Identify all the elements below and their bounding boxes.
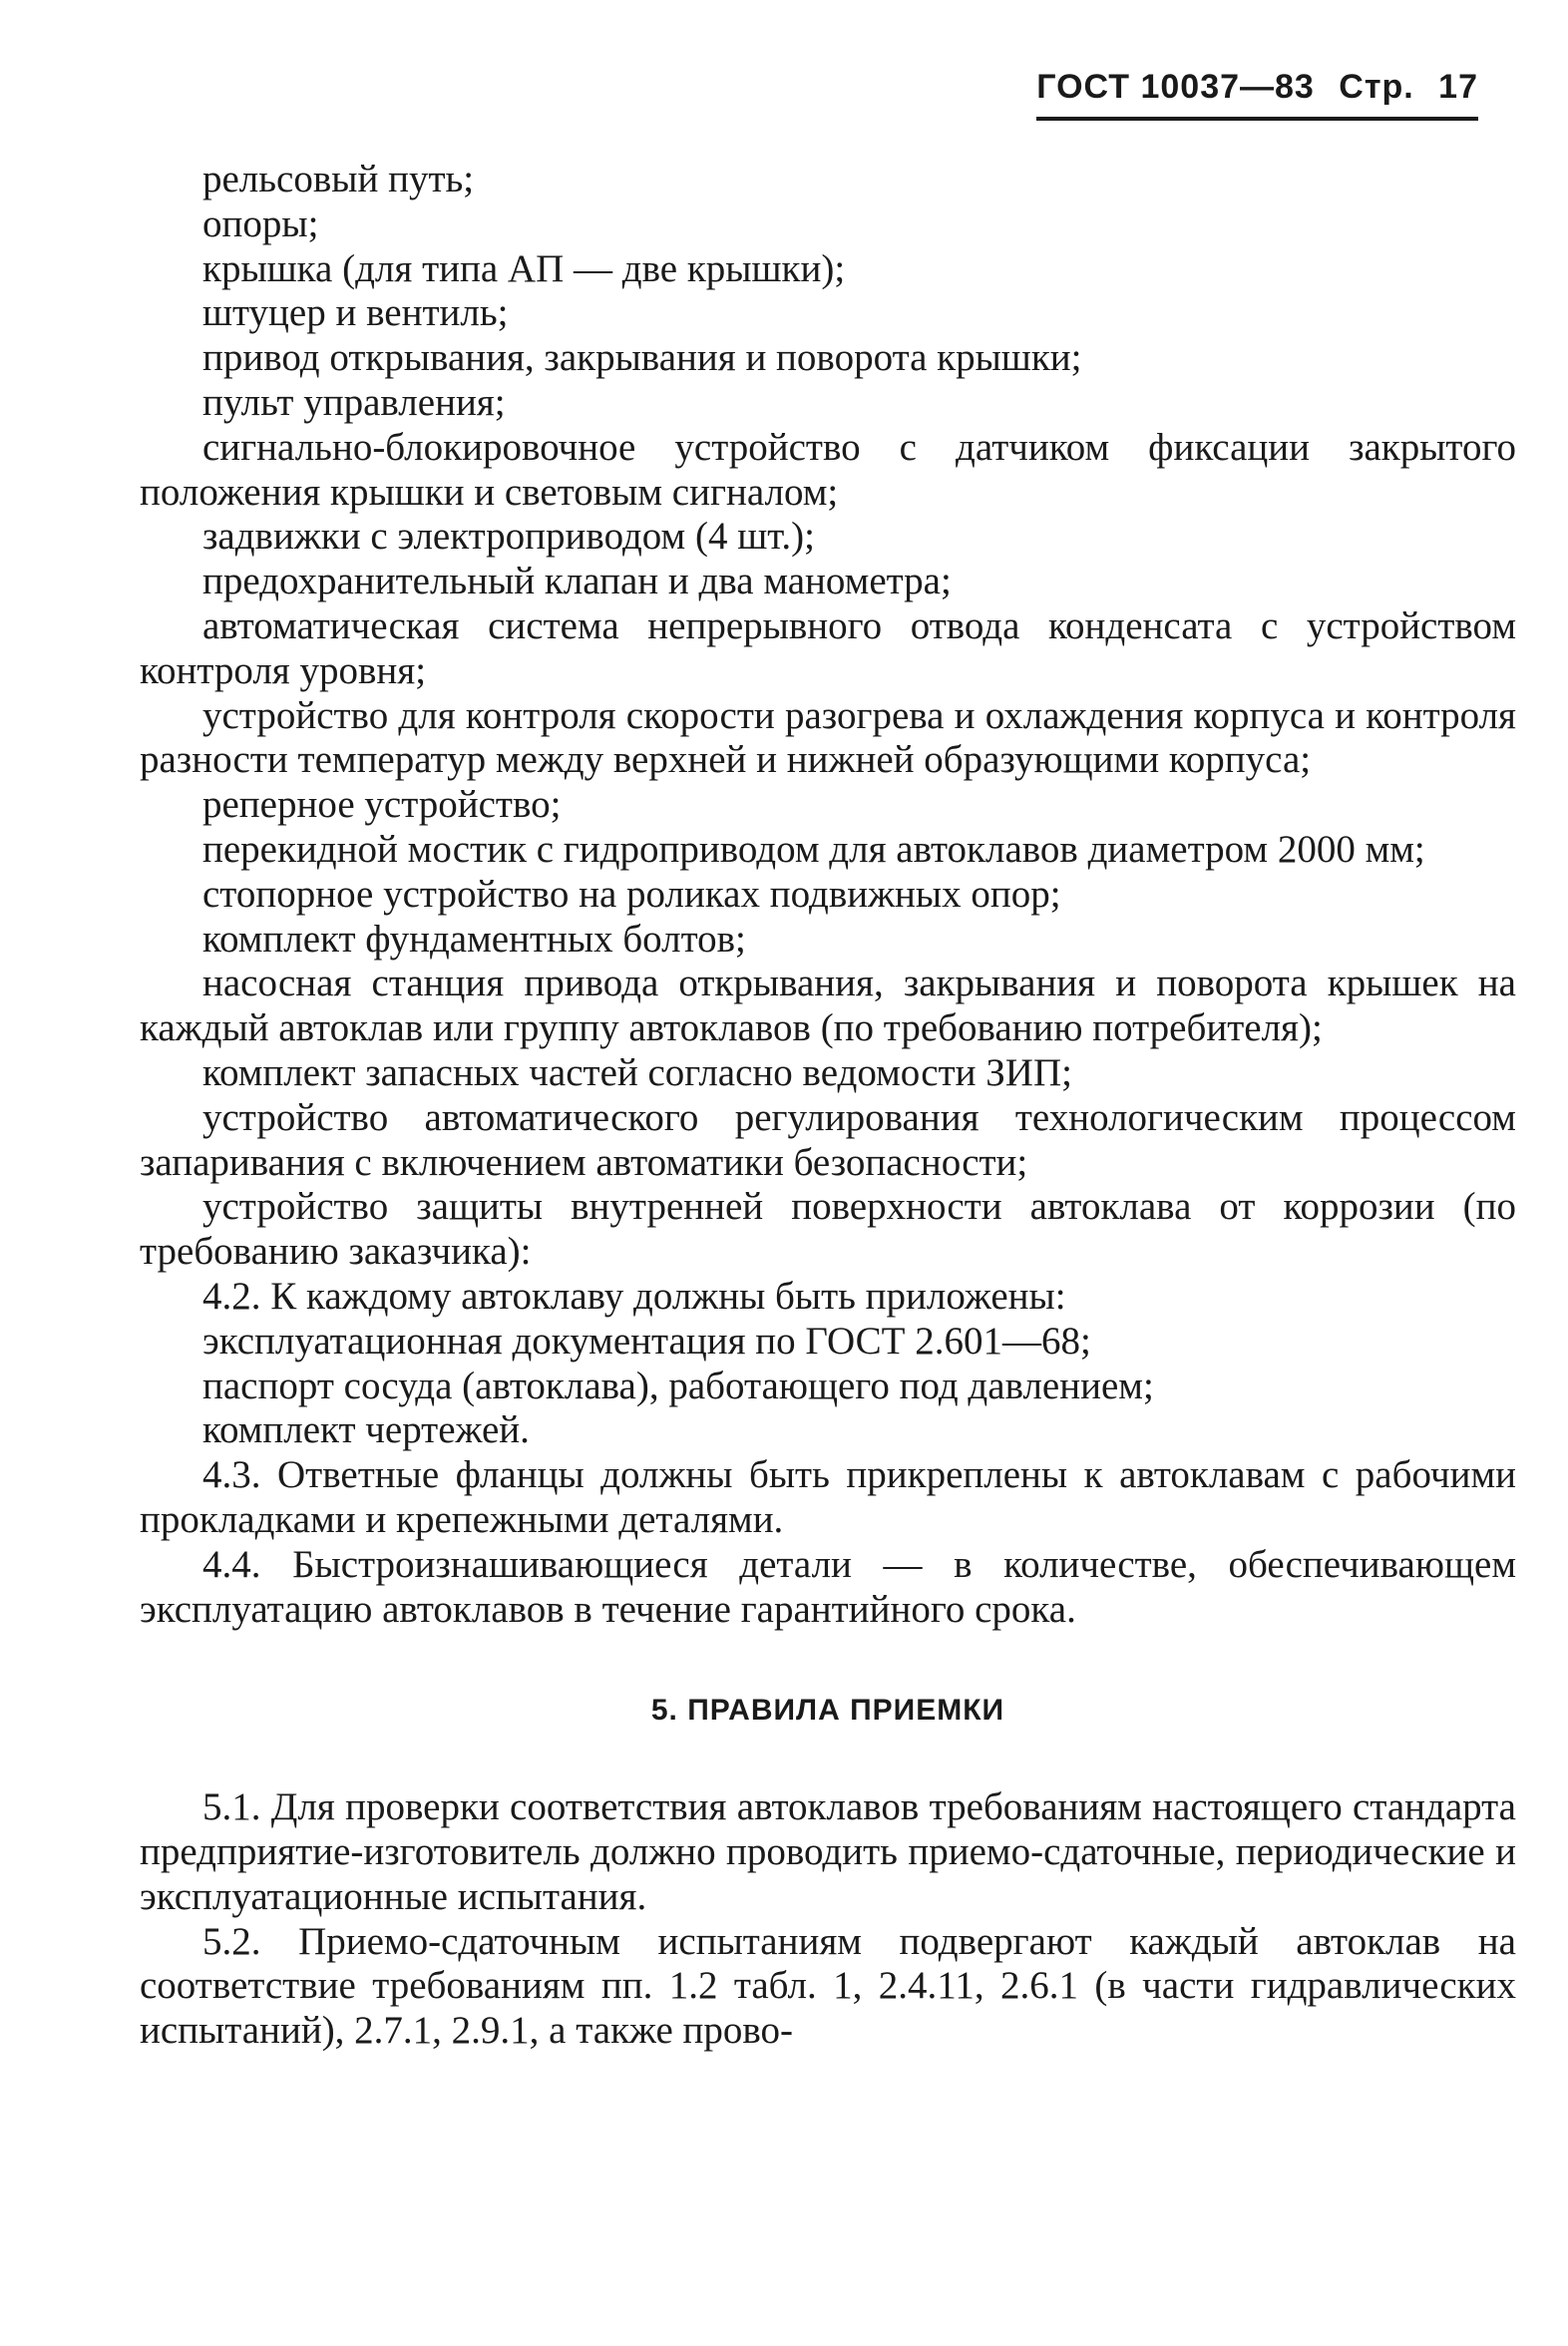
clause-4-4: 4.4. Быстроизнашивающиеся детали — в количестве, обеспечивающем эксплуатацию автоклавов в течение гарантийного срока.: [140, 1542, 1516, 1631]
list-item: задвижки с электроприводом (4 шт.);: [202, 515, 815, 559]
list-item: паспорт сосуда (автоклава), работающего под давлением;: [202, 1364, 1154, 1407]
page-label: Стр.: [1339, 68, 1414, 106]
clause-4-2: [140, 1275, 1516, 1453]
list-item: крышка (для типа АП — две крышки);: [202, 246, 846, 290]
running-header: [1036, 68, 1478, 121]
list-item: стопорное устройство на роликах подвижных опор;: [202, 872, 1061, 916]
list-item: комплект фундаментных болтов;: [202, 917, 746, 961]
list-item: комплект чертежей.: [202, 1408, 530, 1452]
page-body: [140, 158, 1516, 2054]
clause-5-1: 5.1. Для проверки соответствия автоклавов требованиям настоящего стандарта предприятие-изготовитель должно проводить приемо-сдаточные, периодические и эксплуатационные испытания.: [140, 1785, 1516, 1918]
list-item: предохранительный клапан и два манометра;: [202, 560, 952, 603]
clause-4-3: 4.3. Ответные фланцы должны быть прикреплены к автоклавам с рабочими прокладками и крепежными деталями.: [140, 1453, 1516, 1541]
list-item: реперное устройство;: [202, 783, 562, 827]
standard-number: ГОСТ 10037—83: [1036, 68, 1315, 106]
list-item: пульт управления;: [202, 380, 506, 424]
list-item: опоры;: [202, 201, 319, 245]
equipment-list: [140, 158, 1516, 1275]
list-item: устройство для контроля скорости разогрева и охлаждения корпуса и контроля разности температур между верхней и нижней образующими корпуса;: [140, 693, 1516, 782]
list-item: устройство защиты внутренней поверхности автоклава от коррозии (по требованию заказчика):: [140, 1185, 1516, 1274]
list-item: комплект запасных частей согласно ведомости ЗИП;: [202, 1050, 1072, 1094]
clause-5-2: 5.2. Приемо-сдаточным испытаниям подвергают каждый автоклав на соответствие требованиям пп. 1.2 табл. 1, 2.4.11, 2.6.1 (в части гидравлических испытаний), 2.7.1, 2.9.1, а также прово-: [140, 1919, 1516, 2053]
list-item: рельсовый путь;: [202, 158, 475, 200]
list-item: устройство автоматического регулирования технологическим процессом запаривания с включением автоматики безопасности;: [140, 1095, 1516, 1184]
list-item: штуцер и вентиль;: [202, 291, 509, 335]
page-number: 17: [1438, 68, 1478, 106]
list-item: эксплуатационная документация по ГОСТ 2.601—68;: [202, 1319, 1091, 1363]
clause-4-2-title: 4.2. К каждому автоклаву должны быть приложены:: [202, 1274, 1066, 1318]
list-item: привод открывания, закрывания и поворота крышки;: [202, 336, 1082, 380]
list-item: перекидной мостик с гидроприводом для автоклавов диаметром 2000 мм;: [202, 827, 1425, 871]
list-item: автоматическая система непрерывного отвода конденсата с устройством контроля уровня;: [140, 603, 1516, 692]
list-item: сигнально-блокировочное устройство с датчиком фиксации закрытого положения крышки и световым сигналом;: [140, 425, 1516, 514]
list-item: насосная станция привода открывания, закрывания и поворота крышек на каждый автоклав или группу автоклавов (по требованию потребителя);: [140, 962, 1516, 1050]
section-title: 5. ПРАВИЛА ПРИЕМКИ: [650, 1694, 1005, 1728]
